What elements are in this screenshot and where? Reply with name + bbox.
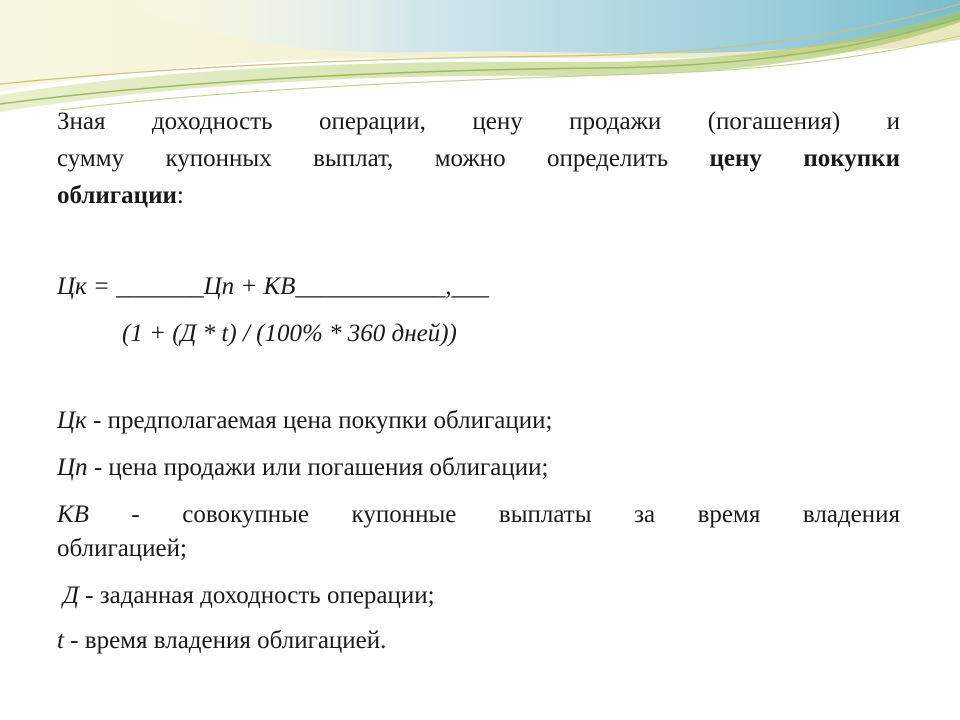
definition-symbol: Цп [57, 454, 88, 481]
intro-emphasis: цену покупки [709, 145, 900, 172]
intro-emphasis-2: облигации [57, 182, 177, 209]
definition-symbol: t [57, 627, 64, 654]
intro-line-3-tail: : [176, 182, 184, 209]
definition-text: - цена продажи или погашения облигации; [87, 454, 549, 481]
intro-paragraph [57, 103, 900, 214]
definition-text: - время владения облигацией. [63, 627, 387, 654]
definition-continuation: облигацией; [57, 535, 187, 562]
formula-numerator-line [57, 268, 489, 305]
formula-denominator: (1 + (Д * t) / (100% * 360 дней)) [122, 320, 457, 347]
definition-text: - предполагаемая цена покупки облигации; [86, 407, 553, 434]
definition-item [57, 402, 900, 439]
definition-item [57, 496, 900, 533]
definition-symbol: Д [63, 582, 79, 609]
formula-numerator: _______Цп + КВ____________,___ [116, 273, 490, 300]
intro-line-3 [57, 177, 900, 214]
definition-item [57, 622, 900, 659]
intro-line-2 [57, 140, 900, 177]
definition-symbol: Цк [57, 407, 87, 434]
intro-line-2-text: сумму купонных выплат, можно определить [57, 145, 710, 172]
definition-symbol: КВ [57, 501, 89, 528]
definition-item [63, 577, 906, 614]
definition-text: - совокупные купонные выплаты за время владения [88, 501, 900, 528]
intro-line-1: Зная доходность операции, цену продажи (погашения) и [57, 108, 900, 135]
definition-text: - заданная доходность операции; [78, 582, 435, 609]
definition-item [57, 449, 900, 486]
formula-lhs: Цк = [57, 273, 117, 300]
